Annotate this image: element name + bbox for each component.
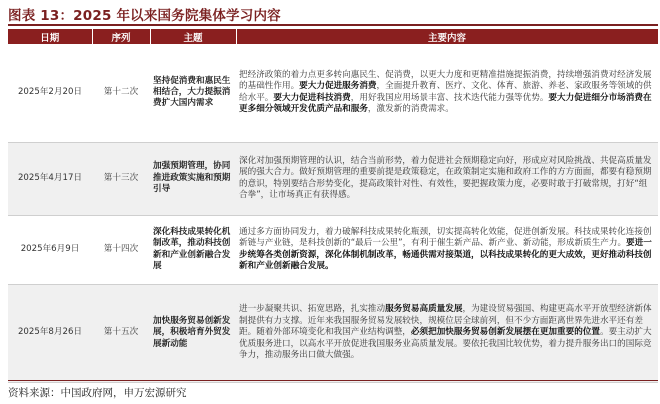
footer-divider bbox=[8, 380, 658, 381]
content-emphasis: 要大力促进服务消费 bbox=[299, 81, 377, 92]
content-emphasis: 要进一步统筹各类创新资源，深化体制机制改革，畅通供需对接渠道，以科技成果转化的更大成效，更好推动科技创新和产业创新融合发展。 bbox=[239, 238, 652, 271]
content-text: ，激发新的消费需求。 bbox=[367, 104, 454, 115]
table-row bbox=[8, 215, 658, 284]
content-text: 进一步凝聚共识、拓宽思路，扎实推动 bbox=[239, 304, 386, 315]
content-text: 科技成果转化连接创新链与产业链，是科技创新的“最后一公里”，有利于催生新产品、新产业、新动能，形成新质生产力。 bbox=[239, 226, 652, 249]
figure-title: 图表 13：2025 年以来国务院集体学习内容 bbox=[8, 8, 281, 24]
header-seq: 序列 bbox=[92, 29, 150, 44]
row-date: 2025年6月9日 bbox=[8, 215, 92, 284]
content-text: ，用好我国应用场景丰富、技术迭代能力强等优势。 bbox=[350, 92, 549, 103]
row-content bbox=[236, 44, 658, 142]
content-emphasis: 服务贸易高质量发展 bbox=[385, 304, 463, 315]
row-topic: 加强预期管理，协同推进政策实施和预期引导 bbox=[150, 142, 236, 215]
row-date: 2025年4月17日 bbox=[8, 142, 92, 215]
content-text: 做好预期管理的重要前提是政策稳定，在政策制定实施和政府工作的方方面面，都要有稳预期的意识，特别要结合形势变化，提高政策针对性、有效性，要把握政策力度，必要时敢于打破常规，打好“组合拳”，让市场真正有获得感。 bbox=[239, 167, 652, 200]
header-topic: 主题 bbox=[150, 29, 236, 44]
title-divider bbox=[8, 24, 658, 26]
row-content bbox=[236, 142, 658, 215]
row-content bbox=[236, 215, 658, 284]
source-note: 资料来源：中国政府网，申万宏源研究 bbox=[8, 387, 187, 399]
row-date: 2025年8月26日 bbox=[8, 284, 92, 382]
content-emphasis: 要大力促进细分市场消费在更多细分领域开发优质产品和服务 bbox=[239, 92, 652, 115]
content-text: 把经济政策的着力点更多转向惠民生、促消费，以更大力度和更精准措施提振消费，持续增强消费对经济发展的基础性作用。 bbox=[239, 69, 652, 92]
content-text: ，全面提升教育、医疗、文化、体育、旅游、养老、家政服务等领域的供给水平。 bbox=[239, 81, 652, 103]
header-date: 日期 bbox=[8, 29, 92, 44]
figure-title-bar bbox=[8, 4, 658, 24]
table-row bbox=[8, 284, 658, 382]
row-topic: 加快服务贸易创新发展，积极培育外贸发展新动能 bbox=[150, 284, 236, 382]
row-date: 2025年2月20日 bbox=[8, 44, 92, 142]
content-emphasis: 要大力促进科技消费 bbox=[273, 92, 351, 103]
row-topic: 深化科技成果转化机制改革，推动科技创新和产业创新融合发展 bbox=[150, 215, 236, 284]
table-header-row bbox=[8, 29, 658, 44]
content-text: 近年来我国服务贸易发展较快，规模位居全球前列，但不少方面距离世界先进水平还有差距。 bbox=[239, 315, 643, 338]
row-seq: 第十三次 bbox=[92, 142, 150, 215]
content-text: 随着外部环境变化和我国产业结构调整， bbox=[256, 327, 411, 338]
table-row bbox=[8, 142, 658, 215]
row-seq: 第十二次 bbox=[92, 44, 150, 142]
content-text: ，为建设贸易强国、构建更高水平开放型经济新体制提供有力支撑。 bbox=[239, 304, 652, 326]
content-emphasis: 必须把加快服务贸易创新发展摆在更加重要的位置 bbox=[410, 327, 600, 338]
table-row bbox=[8, 44, 658, 142]
content-text: 。要主动扩大优质服务进口，以高水平开放促进我国服务业高质量发展。要依托我国比较优势，着力提升服务出口的国际竞争力，推动服务出口做大做强。 bbox=[239, 327, 652, 361]
row-content bbox=[236, 284, 658, 382]
header-content: 主要内容 bbox=[236, 29, 658, 44]
row-seq: 第十五次 bbox=[92, 284, 150, 382]
row-seq: 第十四次 bbox=[92, 215, 150, 284]
study-sessions-table bbox=[8, 29, 659, 383]
content-text: 通过多方面协同发力，着力破解科技成果转化瓶颈，切实提高转化效能，促进创新发展。 bbox=[239, 226, 575, 237]
row-topic: 坚持促消费和惠民生相结合，大力提振消费扩大国内需求 bbox=[150, 44, 236, 142]
content-text: 深化对加强预期管理的认识，结合当前形势，着力促进社会预期稳定向好，形成应对风险挑战、共促高质量发展的强大合力。 bbox=[239, 155, 652, 178]
